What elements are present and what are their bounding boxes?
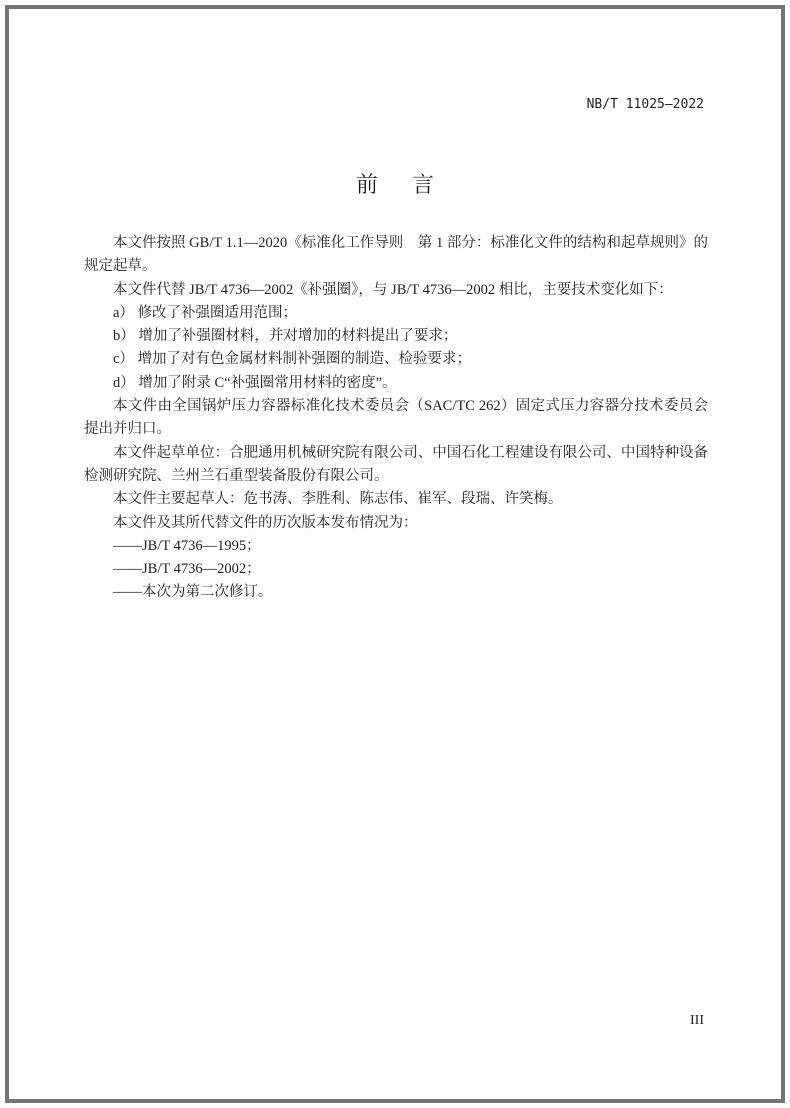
paragraph-history-intro: 本文件及其所代替文件的历次版本发布情况为： bbox=[113, 514, 418, 531]
paragraph-drafting-units: 本文件起草单位：合肥通用机械研究院有限公司、中国石化工程建设有限公司、中国特种设备检测研究院、兰州兰石重型装备股份有限公司。 bbox=[84, 444, 708, 484]
paragraph-drafting-rules: 本文件按照 GB/T 1.1—2020《标准化工作导则 第 1 部分：标准化文件的结构和起草规则》的规定起草。 bbox=[84, 235, 708, 275]
change-item-d bbox=[84, 372, 708, 395]
paragraph-replacement: 本文件代替 JB/T 4736—2002《补强圈》，与 JB/T 4736—2002 相比，主要技术变化如下： bbox=[113, 281, 673, 298]
paragraph-proposer: 本文件由全国锅炉压力容器标准化技术委员会（SAC/TC 262）固定式压力容器分技术委员会提出并归口。 bbox=[84, 398, 708, 438]
list-marker: a） bbox=[113, 304, 134, 321]
page-number: III bbox=[690, 1013, 704, 1028]
history-item: ——JB/T 4736—1995； bbox=[113, 537, 261, 554]
paragraph-drafters: 本文件主要起草人：危书涛、李胜利、陈志伟、崔军、段瑞、许笑梅。 bbox=[113, 491, 563, 508]
change-item-c bbox=[84, 348, 708, 371]
list-text: 增加了附录 C“补强圈常用材料的密度”。 bbox=[138, 374, 397, 391]
list-marker: c） bbox=[113, 351, 134, 368]
list-marker: b） bbox=[113, 328, 135, 345]
history-item: ——本次为第二次修订。 bbox=[113, 584, 273, 601]
list-marker: d） bbox=[113, 374, 135, 391]
change-item-a bbox=[84, 302, 708, 325]
list-text: 增加了对有色金属材料制补强圈的制造、检验要求； bbox=[137, 351, 472, 368]
page-title: 前言 bbox=[355, 173, 468, 198]
list-text: 修改了补强圈适用范围； bbox=[137, 304, 298, 321]
foreword-body bbox=[84, 232, 708, 605]
list-text: 增加了补强圈材料，并对增加的材料提出了要求； bbox=[138, 328, 458, 345]
standard-code: NB/T 11025—2022 bbox=[586, 97, 704, 112]
history-item: ——JB/T 4736—2002； bbox=[113, 561, 261, 578]
change-item-b bbox=[84, 325, 708, 348]
